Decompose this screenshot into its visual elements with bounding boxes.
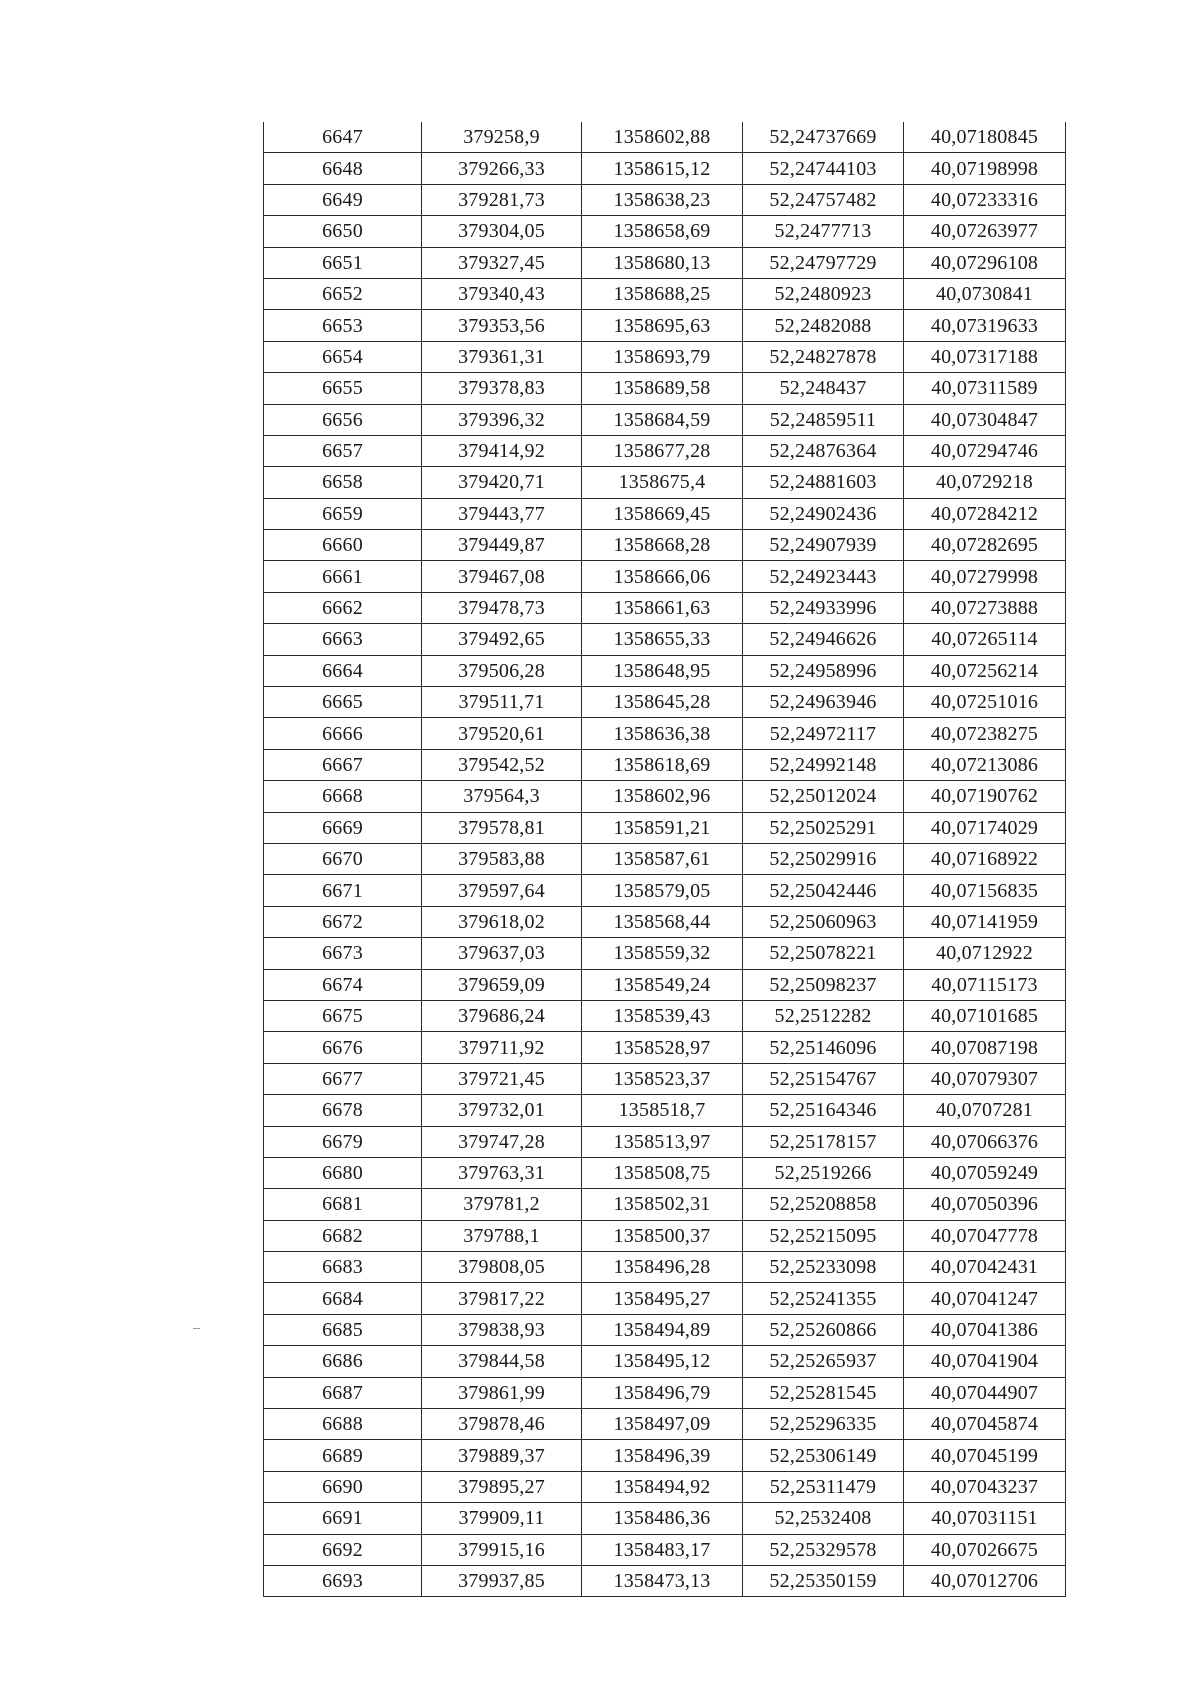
latitude-cell: 52,25281545 bbox=[743, 1377, 904, 1408]
longitude-cell: 40,07190762 bbox=[904, 781, 1066, 812]
point-number-cell: 6685 bbox=[264, 1314, 422, 1345]
table-row bbox=[264, 184, 1066, 215]
table-body bbox=[264, 122, 1066, 1597]
latitude-cell: 52,25025291 bbox=[743, 812, 904, 843]
x-coordinate-cell: 379618,02 bbox=[422, 906, 582, 937]
longitude-cell: 40,07042431 bbox=[904, 1252, 1066, 1283]
table-row bbox=[264, 781, 1066, 812]
point-number-cell: 6657 bbox=[264, 435, 422, 466]
x-coordinate-cell: 379578,81 bbox=[422, 812, 582, 843]
point-number-cell: 6662 bbox=[264, 592, 422, 623]
y-coordinate-cell: 1358648,95 bbox=[582, 655, 743, 686]
point-number-cell: 6658 bbox=[264, 467, 422, 498]
table-row bbox=[264, 843, 1066, 874]
latitude-cell: 52,24958996 bbox=[743, 655, 904, 686]
y-coordinate-cell: 1358618,69 bbox=[582, 749, 743, 780]
y-coordinate-cell: 1358559,32 bbox=[582, 938, 743, 969]
latitude-cell: 52,24907939 bbox=[743, 530, 904, 561]
latitude-cell: 52,25296335 bbox=[743, 1409, 904, 1440]
x-coordinate-cell: 379564,3 bbox=[422, 781, 582, 812]
table-row bbox=[264, 1377, 1066, 1408]
longitude-cell: 40,07115173 bbox=[904, 969, 1066, 1000]
latitude-cell: 52,2480923 bbox=[743, 278, 904, 309]
point-number-cell: 6649 bbox=[264, 184, 422, 215]
latitude-cell: 52,25178157 bbox=[743, 1126, 904, 1157]
x-coordinate-cell: 379258,9 bbox=[422, 122, 582, 153]
latitude-cell: 52,24827878 bbox=[743, 341, 904, 372]
x-coordinate-cell: 379449,87 bbox=[422, 530, 582, 561]
table-row bbox=[264, 153, 1066, 184]
table-row bbox=[264, 687, 1066, 718]
y-coordinate-cell: 1358675,4 bbox=[582, 467, 743, 498]
point-number-cell: 6661 bbox=[264, 561, 422, 592]
x-coordinate-cell: 379781,2 bbox=[422, 1189, 582, 1220]
point-number-cell: 6667 bbox=[264, 749, 422, 780]
latitude-cell: 52,25012024 bbox=[743, 781, 904, 812]
longitude-cell: 40,07044907 bbox=[904, 1377, 1066, 1408]
latitude-cell: 52,25098237 bbox=[743, 969, 904, 1000]
x-coordinate-cell: 379420,71 bbox=[422, 467, 582, 498]
x-coordinate-cell: 379506,28 bbox=[422, 655, 582, 686]
table-row bbox=[264, 592, 1066, 623]
y-coordinate-cell: 1358587,61 bbox=[582, 843, 743, 874]
y-coordinate-cell: 1358500,37 bbox=[582, 1220, 743, 1251]
point-number-cell: 6674 bbox=[264, 969, 422, 1000]
x-coordinate-cell: 379583,88 bbox=[422, 843, 582, 874]
point-number-cell: 6678 bbox=[264, 1095, 422, 1126]
longitude-cell: 40,0712922 bbox=[904, 938, 1066, 969]
y-coordinate-cell: 1358666,06 bbox=[582, 561, 743, 592]
y-coordinate-cell: 1358568,44 bbox=[582, 906, 743, 937]
x-coordinate-cell: 379889,37 bbox=[422, 1440, 582, 1471]
y-coordinate-cell: 1358688,25 bbox=[582, 278, 743, 309]
latitude-cell: 52,2482088 bbox=[743, 310, 904, 341]
longitude-cell: 40,07045199 bbox=[904, 1440, 1066, 1471]
y-coordinate-cell: 1358661,63 bbox=[582, 592, 743, 623]
table-row bbox=[264, 435, 1066, 466]
y-coordinate-cell: 1358496,79 bbox=[582, 1377, 743, 1408]
table-row bbox=[264, 122, 1066, 153]
latitude-cell: 52,24933996 bbox=[743, 592, 904, 623]
table-row bbox=[264, 1440, 1066, 1471]
point-number-cell: 6648 bbox=[264, 153, 422, 184]
latitude-cell: 52,25078221 bbox=[743, 938, 904, 969]
y-coordinate-cell: 1358494,89 bbox=[582, 1314, 743, 1345]
longitude-cell: 40,07304847 bbox=[904, 404, 1066, 435]
table-row bbox=[264, 278, 1066, 309]
latitude-cell: 52,24876364 bbox=[743, 435, 904, 466]
latitude-cell: 52,25241355 bbox=[743, 1283, 904, 1314]
y-coordinate-cell: 1358645,28 bbox=[582, 687, 743, 718]
y-coordinate-cell: 1358495,27 bbox=[582, 1283, 743, 1314]
point-number-cell: 6650 bbox=[264, 216, 422, 247]
y-coordinate-cell: 1358473,13 bbox=[582, 1565, 743, 1596]
table-row bbox=[264, 1471, 1066, 1502]
x-coordinate-cell: 379353,56 bbox=[422, 310, 582, 341]
longitude-cell: 40,07050396 bbox=[904, 1189, 1066, 1220]
x-coordinate-cell: 379467,08 bbox=[422, 561, 582, 592]
table-row bbox=[264, 498, 1066, 529]
x-coordinate-cell: 379414,92 bbox=[422, 435, 582, 466]
longitude-cell: 40,07251016 bbox=[904, 687, 1066, 718]
latitude-cell: 52,25146096 bbox=[743, 1032, 904, 1063]
y-coordinate-cell: 1358591,21 bbox=[582, 812, 743, 843]
point-number-cell: 6656 bbox=[264, 404, 422, 435]
y-coordinate-cell: 1358518,7 bbox=[582, 1095, 743, 1126]
point-number-cell: 6652 bbox=[264, 278, 422, 309]
latitude-cell: 52,25215095 bbox=[743, 1220, 904, 1251]
table-row bbox=[264, 1126, 1066, 1157]
x-coordinate-cell: 379838,93 bbox=[422, 1314, 582, 1345]
y-coordinate-cell: 1358495,12 bbox=[582, 1346, 743, 1377]
x-coordinate-cell: 379937,85 bbox=[422, 1565, 582, 1596]
x-coordinate-cell: 379915,16 bbox=[422, 1534, 582, 1565]
table-row bbox=[264, 1189, 1066, 1220]
latitude-cell: 52,2477713 bbox=[743, 216, 904, 247]
longitude-cell: 40,07168922 bbox=[904, 843, 1066, 874]
point-number-cell: 6679 bbox=[264, 1126, 422, 1157]
longitude-cell: 40,07256214 bbox=[904, 655, 1066, 686]
table-row bbox=[264, 655, 1066, 686]
coordinates-table bbox=[263, 122, 1066, 1597]
y-coordinate-cell: 1358513,97 bbox=[582, 1126, 743, 1157]
x-coordinate-cell: 379511,71 bbox=[422, 687, 582, 718]
latitude-cell: 52,248437 bbox=[743, 373, 904, 404]
x-coordinate-cell: 379266,33 bbox=[422, 153, 582, 184]
table-row bbox=[264, 404, 1066, 435]
point-number-cell: 6686 bbox=[264, 1346, 422, 1377]
y-coordinate-cell: 1358693,79 bbox=[582, 341, 743, 372]
y-coordinate-cell: 1358602,88 bbox=[582, 122, 743, 153]
x-coordinate-cell: 379861,99 bbox=[422, 1377, 582, 1408]
y-coordinate-cell: 1358668,28 bbox=[582, 530, 743, 561]
y-coordinate-cell: 1358615,12 bbox=[582, 153, 743, 184]
y-coordinate-cell: 1358602,96 bbox=[582, 781, 743, 812]
y-coordinate-cell: 1358684,59 bbox=[582, 404, 743, 435]
point-number-cell: 6671 bbox=[264, 875, 422, 906]
table-row bbox=[264, 1157, 1066, 1188]
point-number-cell: 6687 bbox=[264, 1377, 422, 1408]
point-number-cell: 6647 bbox=[264, 122, 422, 153]
point-number-cell: 6654 bbox=[264, 341, 422, 372]
table-row bbox=[264, 247, 1066, 278]
table-row bbox=[264, 1000, 1066, 1031]
y-coordinate-cell: 1358689,58 bbox=[582, 373, 743, 404]
latitude-cell: 52,25208858 bbox=[743, 1189, 904, 1220]
point-number-cell: 6688 bbox=[264, 1409, 422, 1440]
latitude-cell: 52,2519266 bbox=[743, 1157, 904, 1188]
y-coordinate-cell: 1358523,37 bbox=[582, 1063, 743, 1094]
latitude-cell: 52,25350159 bbox=[743, 1565, 904, 1596]
x-coordinate-cell: 379788,1 bbox=[422, 1220, 582, 1251]
latitude-cell: 52,25306149 bbox=[743, 1440, 904, 1471]
table-row bbox=[264, 1503, 1066, 1534]
table-row bbox=[264, 341, 1066, 372]
longitude-cell: 40,07317188 bbox=[904, 341, 1066, 372]
x-coordinate-cell: 379763,31 bbox=[422, 1157, 582, 1188]
latitude-cell: 52,24963946 bbox=[743, 687, 904, 718]
point-number-cell: 6691 bbox=[264, 1503, 422, 1534]
longitude-cell: 40,07174029 bbox=[904, 812, 1066, 843]
point-number-cell: 6666 bbox=[264, 718, 422, 749]
x-coordinate-cell: 379895,27 bbox=[422, 1471, 582, 1502]
point-number-cell: 6690 bbox=[264, 1471, 422, 1502]
table-row bbox=[264, 969, 1066, 1000]
x-coordinate-cell: 379520,61 bbox=[422, 718, 582, 749]
latitude-cell: 52,2512282 bbox=[743, 1000, 904, 1031]
table-row bbox=[264, 1220, 1066, 1251]
table-row bbox=[264, 310, 1066, 341]
table-row bbox=[264, 530, 1066, 561]
longitude-cell: 40,07031151 bbox=[904, 1503, 1066, 1534]
y-coordinate-cell: 1358483,17 bbox=[582, 1534, 743, 1565]
longitude-cell: 40,07319633 bbox=[904, 310, 1066, 341]
longitude-cell: 40,07141959 bbox=[904, 906, 1066, 937]
x-coordinate-cell: 379443,77 bbox=[422, 498, 582, 529]
point-number-cell: 6663 bbox=[264, 624, 422, 655]
point-number-cell: 6680 bbox=[264, 1157, 422, 1188]
x-coordinate-cell: 379817,22 bbox=[422, 1283, 582, 1314]
latitude-cell: 52,24797729 bbox=[743, 247, 904, 278]
table-row bbox=[264, 1283, 1066, 1314]
x-coordinate-cell: 379281,73 bbox=[422, 184, 582, 215]
latitude-cell: 52,24972117 bbox=[743, 718, 904, 749]
x-coordinate-cell: 379340,43 bbox=[422, 278, 582, 309]
point-number-cell: 6659 bbox=[264, 498, 422, 529]
y-coordinate-cell: 1358677,28 bbox=[582, 435, 743, 466]
y-coordinate-cell: 1358496,28 bbox=[582, 1252, 743, 1283]
x-coordinate-cell: 379747,28 bbox=[422, 1126, 582, 1157]
latitude-cell: 52,25329578 bbox=[743, 1534, 904, 1565]
x-coordinate-cell: 379711,92 bbox=[422, 1032, 582, 1063]
longitude-cell: 40,07066376 bbox=[904, 1126, 1066, 1157]
longitude-cell: 40,07026675 bbox=[904, 1534, 1066, 1565]
longitude-cell: 40,07294746 bbox=[904, 435, 1066, 466]
table-row bbox=[264, 561, 1066, 592]
x-coordinate-cell: 379304,05 bbox=[422, 216, 582, 247]
point-number-cell: 6681 bbox=[264, 1189, 422, 1220]
table-row bbox=[264, 216, 1066, 247]
point-number-cell: 6677 bbox=[264, 1063, 422, 1094]
longitude-cell: 40,07087198 bbox=[904, 1032, 1066, 1063]
table-row bbox=[264, 812, 1066, 843]
latitude-cell: 52,24757482 bbox=[743, 184, 904, 215]
x-coordinate-cell: 379542,52 bbox=[422, 749, 582, 780]
point-number-cell: 6653 bbox=[264, 310, 422, 341]
table-row bbox=[264, 467, 1066, 498]
longitude-cell: 40,07047778 bbox=[904, 1220, 1066, 1251]
table-row bbox=[264, 875, 1066, 906]
table-row bbox=[264, 1346, 1066, 1377]
longitude-cell: 40,07273888 bbox=[904, 592, 1066, 623]
longitude-cell: 40,07213086 bbox=[904, 749, 1066, 780]
point-number-cell: 6669 bbox=[264, 812, 422, 843]
x-coordinate-cell: 379378,83 bbox=[422, 373, 582, 404]
y-coordinate-cell: 1358496,39 bbox=[582, 1440, 743, 1471]
point-number-cell: 6683 bbox=[264, 1252, 422, 1283]
longitude-cell: 40,07101685 bbox=[904, 1000, 1066, 1031]
point-number-cell: 6672 bbox=[264, 906, 422, 937]
x-coordinate-cell: 379361,31 bbox=[422, 341, 582, 372]
longitude-cell: 40,07045874 bbox=[904, 1409, 1066, 1440]
x-coordinate-cell: 379396,32 bbox=[422, 404, 582, 435]
table-row bbox=[264, 938, 1066, 969]
longitude-cell: 40,07041904 bbox=[904, 1346, 1066, 1377]
point-number-cell: 6655 bbox=[264, 373, 422, 404]
x-coordinate-cell: 379327,45 bbox=[422, 247, 582, 278]
table-row bbox=[264, 1032, 1066, 1063]
point-number-cell: 6665 bbox=[264, 687, 422, 718]
x-coordinate-cell: 379637,03 bbox=[422, 938, 582, 969]
y-coordinate-cell: 1358494,92 bbox=[582, 1471, 743, 1502]
longitude-cell: 40,07079307 bbox=[904, 1063, 1066, 1094]
x-coordinate-cell: 379909,11 bbox=[422, 1503, 582, 1534]
point-number-cell: 6651 bbox=[264, 247, 422, 278]
longitude-cell: 40,07296108 bbox=[904, 247, 1066, 278]
latitude-cell: 52,25233098 bbox=[743, 1252, 904, 1283]
latitude-cell: 52,25311479 bbox=[743, 1471, 904, 1502]
y-coordinate-cell: 1358486,36 bbox=[582, 1503, 743, 1534]
longitude-cell: 40,0730841 bbox=[904, 278, 1066, 309]
x-coordinate-cell: 379659,09 bbox=[422, 969, 582, 1000]
point-number-cell: 6676 bbox=[264, 1032, 422, 1063]
longitude-cell: 40,07233316 bbox=[904, 184, 1066, 215]
x-coordinate-cell: 379732,01 bbox=[422, 1095, 582, 1126]
latitude-cell: 52,24859511 bbox=[743, 404, 904, 435]
longitude-cell: 40,07198998 bbox=[904, 153, 1066, 184]
y-coordinate-cell: 1358669,45 bbox=[582, 498, 743, 529]
y-coordinate-cell: 1358549,24 bbox=[582, 969, 743, 1000]
table-row bbox=[264, 1252, 1066, 1283]
table-row bbox=[264, 1095, 1066, 1126]
x-coordinate-cell: 379844,58 bbox=[422, 1346, 582, 1377]
table-row bbox=[264, 1314, 1066, 1345]
latitude-cell: 52,24902436 bbox=[743, 498, 904, 529]
longitude-cell: 40,07043237 bbox=[904, 1471, 1066, 1502]
x-coordinate-cell: 379721,45 bbox=[422, 1063, 582, 1094]
longitude-cell: 40,07263977 bbox=[904, 216, 1066, 247]
latitude-cell: 52,24737669 bbox=[743, 122, 904, 153]
table-row bbox=[264, 373, 1066, 404]
y-coordinate-cell: 1358655,33 bbox=[582, 624, 743, 655]
table-row bbox=[264, 749, 1066, 780]
latitude-cell: 52,25154767 bbox=[743, 1063, 904, 1094]
table-row bbox=[264, 1565, 1066, 1596]
latitude-cell: 52,24744103 bbox=[743, 153, 904, 184]
longitude-cell: 40,07180845 bbox=[904, 122, 1066, 153]
point-number-cell: 6670 bbox=[264, 843, 422, 874]
x-coordinate-cell: 379878,46 bbox=[422, 1409, 582, 1440]
longitude-cell: 40,07311589 bbox=[904, 373, 1066, 404]
x-coordinate-cell: 379597,64 bbox=[422, 875, 582, 906]
longitude-cell: 40,07012706 bbox=[904, 1565, 1066, 1596]
x-coordinate-cell: 379478,73 bbox=[422, 592, 582, 623]
y-coordinate-cell: 1358695,63 bbox=[582, 310, 743, 341]
point-number-cell: 6689 bbox=[264, 1440, 422, 1471]
latitude-cell: 52,25029916 bbox=[743, 843, 904, 874]
latitude-cell: 52,24881603 bbox=[743, 467, 904, 498]
table-row bbox=[264, 906, 1066, 937]
x-coordinate-cell: 379686,24 bbox=[422, 1000, 582, 1031]
table-row bbox=[264, 1534, 1066, 1565]
x-coordinate-cell: 379808,05 bbox=[422, 1252, 582, 1283]
y-coordinate-cell: 1358497,09 bbox=[582, 1409, 743, 1440]
point-number-cell: 6684 bbox=[264, 1283, 422, 1314]
latitude-cell: 52,24946626 bbox=[743, 624, 904, 655]
longitude-cell: 40,07238275 bbox=[904, 718, 1066, 749]
y-coordinate-cell: 1358539,43 bbox=[582, 1000, 743, 1031]
longitude-cell: 40,0729218 bbox=[904, 467, 1066, 498]
latitude-cell: 52,25164346 bbox=[743, 1095, 904, 1126]
latitude-cell: 52,25265937 bbox=[743, 1346, 904, 1377]
longitude-cell: 40,07059249 bbox=[904, 1157, 1066, 1188]
point-number-cell: 6675 bbox=[264, 1000, 422, 1031]
table-row bbox=[264, 624, 1066, 655]
longitude-cell: 40,07041247 bbox=[904, 1283, 1066, 1314]
y-coordinate-cell: 1358502,31 bbox=[582, 1189, 743, 1220]
y-coordinate-cell: 1358638,23 bbox=[582, 184, 743, 215]
longitude-cell: 40,07265114 bbox=[904, 624, 1066, 655]
point-number-cell: 6664 bbox=[264, 655, 422, 686]
latitude-cell: 52,2532408 bbox=[743, 1503, 904, 1534]
latitude-cell: 52,25042446 bbox=[743, 875, 904, 906]
latitude-cell: 52,25260866 bbox=[743, 1314, 904, 1345]
longitude-cell: 40,07156835 bbox=[904, 875, 1066, 906]
y-coordinate-cell: 1358528,97 bbox=[582, 1032, 743, 1063]
table-row bbox=[264, 1409, 1066, 1440]
y-coordinate-cell: 1358579,05 bbox=[582, 875, 743, 906]
point-number-cell: 6682 bbox=[264, 1220, 422, 1251]
y-coordinate-cell: 1358658,69 bbox=[582, 216, 743, 247]
point-number-cell: 6692 bbox=[264, 1534, 422, 1565]
point-number-cell: 6673 bbox=[264, 938, 422, 969]
table-row bbox=[264, 1063, 1066, 1094]
scan-speck bbox=[193, 1328, 200, 1329]
longitude-cell: 40,0707281 bbox=[904, 1095, 1066, 1126]
y-coordinate-cell: 1358636,38 bbox=[582, 718, 743, 749]
longitude-cell: 40,07284212 bbox=[904, 498, 1066, 529]
table-row bbox=[264, 718, 1066, 749]
longitude-cell: 40,07279998 bbox=[904, 561, 1066, 592]
y-coordinate-cell: 1358508,75 bbox=[582, 1157, 743, 1188]
longitude-cell: 40,07041386 bbox=[904, 1314, 1066, 1345]
longitude-cell: 40,07282695 bbox=[904, 530, 1066, 561]
point-number-cell: 6660 bbox=[264, 530, 422, 561]
latitude-cell: 52,25060963 bbox=[743, 906, 904, 937]
latitude-cell: 52,24992148 bbox=[743, 749, 904, 780]
y-coordinate-cell: 1358680,13 bbox=[582, 247, 743, 278]
point-number-cell: 6693 bbox=[264, 1565, 422, 1596]
latitude-cell: 52,24923443 bbox=[743, 561, 904, 592]
point-number-cell: 6668 bbox=[264, 781, 422, 812]
x-coordinate-cell: 379492,65 bbox=[422, 624, 582, 655]
